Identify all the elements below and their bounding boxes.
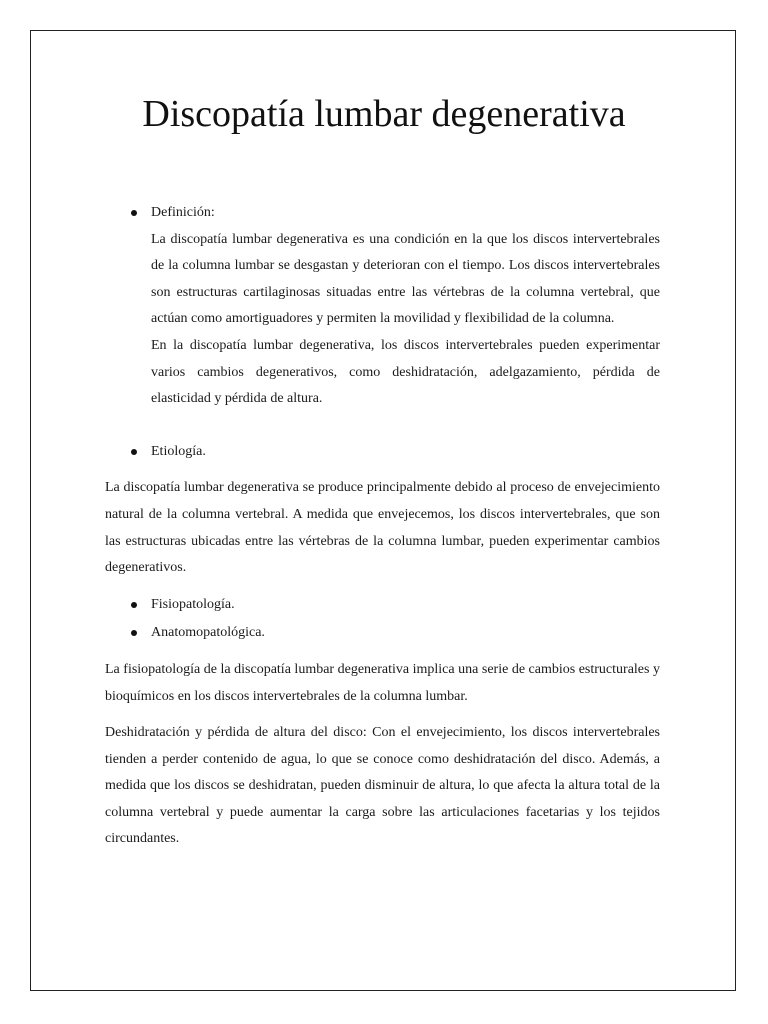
list-item-fisiopatologia (105, 592, 660, 619)
bullet-icon (131, 630, 137, 636)
bullet-icon (131, 602, 137, 608)
bullet-icon (131, 210, 137, 216)
bullet-label-definicion: Definición: (151, 205, 215, 220)
list-item-etiologia (105, 439, 660, 466)
bullet-label-fisiopatologia: Fisiopatología. (151, 596, 235, 612)
definicion-paragraph-2: En la discopatía lumbar degenerativa, los discos intervertebrales pueden experimentar varios cambios degenerativos, como deshidratación, adelgazamiento, pérdida de elasticidad y pérdida de altura. (151, 337, 660, 407)
bullet-label-anatomopatologica: Anatomopatológica. (151, 625, 265, 641)
list-item-anatomopatologica (105, 620, 660, 647)
document-body (105, 200, 660, 853)
etiologia-paragraph: La discopatía lumbar degenerativa se produce principalmente debido al proceso de envejecimiento natural de la columna vertebral. A medida que envejecemos, los discos intervertebrales, que son las estructuras ubicadas entre las vértebras de la columna lumbar, pueden experimentar cambios degenerativos. (105, 480, 660, 576)
anatomopatologica-paragraph-1: La fisiopatología de la discopatía lumbar degenerativa implica una serie de cambios estructurales y bioquímicos en los discos intervertebrales de la columna lumbar. (105, 661, 660, 704)
bullet-icon (131, 449, 137, 455)
bullet-label-etiologia: Etiología. (151, 443, 206, 459)
list-item-definicion (105, 200, 660, 413)
anatomopatologica-paragraph-2: Deshidratación y pérdida de altura del disco: Con el envejecimiento, los discos intervertebrales tienden a perder contenido de agua, lo que se conoce como deshidratación del disco. Además, a medida que los discos se deshidratan, pueden disminuir de altura, lo que afecta la altura total de la columna vertebral y puede aumentar la carga sobre las articulaciones facetarias y los tejidos circundantes. (105, 725, 660, 847)
definicion-paragraph-1: La discopatía lumbar degenerativa es una condición en la que los discos intervertebrales de la columna lumbar se desgastan y deterioran con el tiempo. Los discos intervertebrales son estructuras cartilaginosas situadas entre las vértebras de la columna vertebral, que actúan como amortiguadores y permiten la movilidad y flexibilidad de la columna. (151, 231, 660, 327)
document-title: Discopatía lumbar degenerativa (142, 93, 626, 135)
